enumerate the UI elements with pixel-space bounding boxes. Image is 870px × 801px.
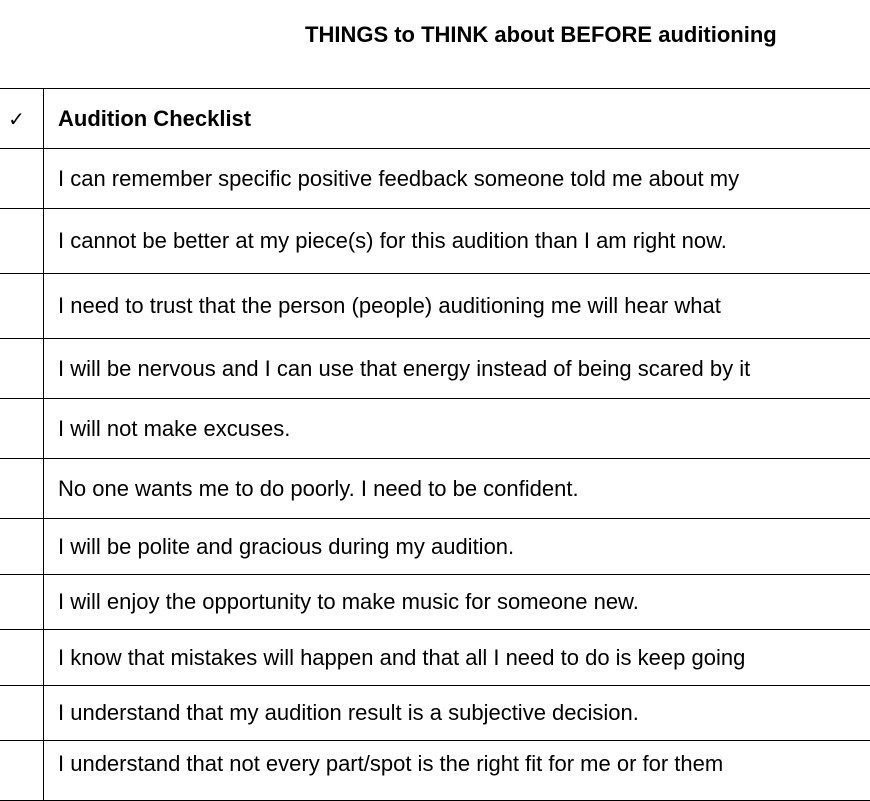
checkbox-cell[interactable] bbox=[0, 459, 44, 518]
table-row bbox=[0, 459, 870, 519]
table-row bbox=[0, 274, 870, 339]
checkbox-cell[interactable] bbox=[0, 741, 44, 800]
table-row bbox=[0, 149, 870, 209]
checkbox-cell[interactable] bbox=[0, 630, 44, 685]
checklist-item-text: I will be polite and gracious during my audition. bbox=[58, 533, 515, 559]
checklist-header-label: Audition Checklist bbox=[58, 105, 252, 131]
checkbox-cell[interactable] bbox=[0, 209, 44, 273]
checklist-item-text: I need to trust that the person (people) auditioning me will hear what bbox=[58, 293, 721, 318]
checklist-item-text: I understand that not every part/spot is the right fit for me or for them bbox=[58, 751, 724, 776]
checkbox-cell[interactable] bbox=[0, 519, 44, 574]
checkmark-icon: ✓ bbox=[8, 106, 25, 131]
table-row bbox=[0, 339, 870, 399]
checklist-item-text: No one wants me to do poorly. I need to be confident. bbox=[58, 475, 579, 501]
checklist-item-text: I will enjoy the opportunity to make music for someone new. bbox=[58, 589, 639, 614]
checklist-item-text: I know that mistakes will happen and that all I need to do is keep going bbox=[58, 644, 746, 670]
table-row bbox=[0, 575, 870, 630]
page-title: THINGS to THINK about BEFORE auditioning bbox=[305, 22, 777, 47]
checkbox-cell[interactable] bbox=[0, 686, 44, 740]
checklist-item-text: I will be nervous and I can use that energy instead of being scared by it bbox=[58, 355, 751, 381]
table-row bbox=[0, 741, 870, 801]
table-row bbox=[0, 209, 870, 274]
table-row bbox=[0, 519, 870, 575]
table-row bbox=[0, 399, 870, 459]
check-column-header bbox=[0, 89, 44, 148]
checkbox-cell[interactable] bbox=[0, 339, 44, 398]
checkbox-cell[interactable] bbox=[0, 274, 44, 338]
checklist-item-text: I understand that my audition result is a subjective decision. bbox=[58, 700, 639, 725]
table-row bbox=[0, 630, 870, 686]
checklist-item-text: I cannot be better at my piece(s) for this audition than I am right now. bbox=[58, 228, 727, 253]
checkbox-cell[interactable] bbox=[0, 399, 44, 458]
checklist-item-text: I can remember specific positive feedback someone told me about my bbox=[58, 165, 740, 191]
audition-checklist-table bbox=[0, 88, 870, 801]
table-row bbox=[0, 686, 870, 741]
checkbox-cell[interactable] bbox=[0, 149, 44, 208]
table-header-row bbox=[0, 89, 870, 149]
checkbox-cell[interactable] bbox=[0, 575, 44, 629]
checklist-item-text: I will not make excuses. bbox=[58, 415, 291, 441]
